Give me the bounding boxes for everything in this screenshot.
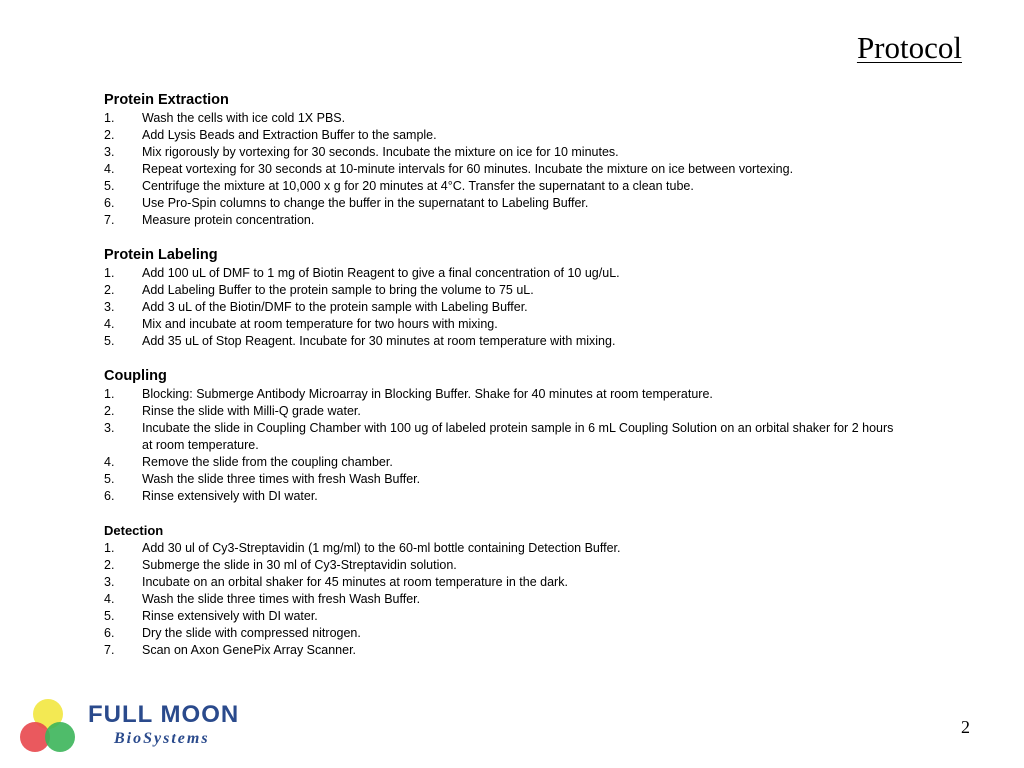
step-list — [104, 110, 904, 229]
step-text: Mix rigorously by vortexing for 30 seconds. Incubate the mixture on ice for 10 minutes. — [142, 145, 619, 159]
step-text: Submerge the slide in 30 ml of Cy3-Streptavidin solution. — [142, 558, 457, 572]
section-protein-labeling — [104, 246, 904, 350]
step-item — [104, 386, 904, 403]
step-number: 5. — [104, 472, 115, 486]
step-item — [104, 454, 904, 471]
step-text: Incubate on an orbital shaker for 45 minutes at room temperature in the dark. — [142, 575, 568, 589]
step-item — [104, 540, 904, 557]
step-item — [104, 316, 904, 333]
step-item — [104, 333, 904, 350]
step-item — [104, 420, 904, 454]
step-item — [104, 178, 904, 195]
step-number: 4. — [104, 317, 115, 331]
step-number: 1. — [104, 266, 115, 280]
step-number: 3. — [104, 300, 115, 314]
step-text: Scan on Axon GenePix Array Scanner. — [142, 643, 357, 657]
step-item — [104, 282, 904, 299]
step-text: Rinse extensively with DI water. — [142, 489, 318, 503]
page-number: 2 — [961, 717, 970, 737]
step-list — [104, 540, 904, 659]
step-item — [104, 299, 904, 316]
step-item — [104, 488, 904, 505]
step-number: 5. — [104, 179, 115, 193]
step-number: 4. — [104, 455, 115, 469]
step-item — [104, 161, 904, 178]
step-item — [104, 212, 904, 229]
protocol-content — [104, 91, 904, 676]
section-title: Protein Extraction — [104, 92, 229, 108]
logo-wordmark: FULL MOON — [88, 701, 240, 728]
step-text: Centrifuge the mixture at 10,000 x g for 20 minutes at 4°C. Transfer the supernatant to a clean tube. — [142, 179, 694, 193]
section-coupling — [104, 367, 904, 505]
step-number: 5. — [104, 609, 115, 623]
step-number: 3. — [104, 421, 115, 435]
step-list — [104, 386, 904, 505]
step-item — [104, 144, 904, 161]
step-number: 1. — [104, 387, 115, 401]
step-number: 3. — [104, 575, 115, 589]
section-title: Coupling — [104, 368, 167, 384]
step-number: 5. — [104, 334, 115, 348]
step-text: Add 30 ul of Cy3-Streptavidin (1 mg/ml) to the 60-ml bottle containing Detection Buffer. — [142, 541, 621, 555]
step-number: 7. — [104, 213, 115, 227]
step-text: Rinse extensively with DI water. — [142, 609, 318, 623]
step-item — [104, 265, 904, 282]
logo-circles-icon — [17, 697, 79, 759]
section-title: Protein Labeling — [104, 247, 218, 263]
step-item — [104, 471, 904, 488]
step-text: Repeat vortexing for 30 seconds at 10-minute intervals for 60 minutes. Incubate the mixture on ice between vortexing. — [142, 162, 794, 176]
step-text: Add Lysis Beads and Extraction Buffer to the sample. — [142, 128, 437, 142]
step-item — [104, 642, 904, 659]
step-number: 2. — [104, 128, 115, 142]
step-text: Add 100 uL of DMF to 1 mg of Biotin Reagent to give a final concentration of 10 ug/uL. — [142, 266, 620, 280]
step-text: Dry the slide with compressed nitrogen. — [142, 626, 361, 640]
step-number: 2. — [104, 283, 115, 297]
company-logo — [17, 697, 257, 757]
step-text: Blocking: Submerge Antibody Microarray in Blocking Buffer. Shake for 40 minutes at room temperature. — [142, 387, 713, 401]
step-item — [104, 625, 904, 642]
step-item — [104, 574, 904, 591]
step-number: 4. — [104, 592, 115, 606]
step-item — [104, 591, 904, 608]
step-text: Measure protein concentration. — [142, 213, 315, 227]
step-number: 4. — [104, 162, 115, 176]
step-item — [104, 557, 904, 574]
step-number: 2. — [104, 404, 115, 418]
step-list — [104, 265, 904, 350]
step-text: Incubate the slide in Coupling Chamber with 100 ug of labeled protein sample in 6 mL Coupling Solution on an orbital shaker for 2 hours at room temperature. — [142, 421, 894, 452]
step-number: 2. — [104, 558, 115, 572]
step-number: 6. — [104, 489, 115, 503]
step-item — [104, 195, 904, 212]
step-item — [104, 403, 904, 420]
step-item — [104, 127, 904, 144]
step-number: 6. — [104, 626, 115, 640]
step-number: 1. — [104, 541, 115, 555]
slide-title: Protocol — [856, 30, 962, 65]
section-detection — [104, 522, 904, 659]
section-title: Detection — [104, 523, 164, 538]
step-text: Wash the slide three times with fresh Wash Buffer. — [142, 472, 421, 486]
step-item — [104, 608, 904, 625]
step-text: Add Labeling Buffer to the protein sample to bring the volume to 75 uL. — [142, 283, 534, 297]
step-text: Add 35 uL of Stop Reagent. Incubate for 30 minutes at room temperature with mixing. — [142, 334, 616, 348]
step-text: Use Pro-Spin columns to change the buffer in the supernatant to Labeling Buffer. — [142, 196, 589, 210]
step-text: Wash the cells with ice cold 1X PBS. — [142, 111, 346, 125]
logo-subtitle: BioSystems — [114, 730, 210, 747]
step-text: Mix and incubate at room temperature for two hours with mixing. — [142, 317, 498, 331]
step-text: Add 3 uL of the Biotin/DMF to the protein sample with Labeling Buffer. — [142, 300, 528, 314]
section-protein-extraction — [104, 91, 904, 229]
step-number: 6. — [104, 196, 115, 210]
step-text: Remove the slide from the coupling chamber. — [142, 455, 393, 469]
step-number: 7. — [104, 643, 115, 657]
step-item — [104, 110, 904, 127]
step-number: 3. — [104, 145, 115, 159]
step-number: 1. — [104, 111, 115, 125]
step-text: Wash the slide three times with fresh Wash Buffer. — [142, 592, 421, 606]
step-text: Rinse the slide with Milli-Q grade water. — [142, 404, 361, 418]
